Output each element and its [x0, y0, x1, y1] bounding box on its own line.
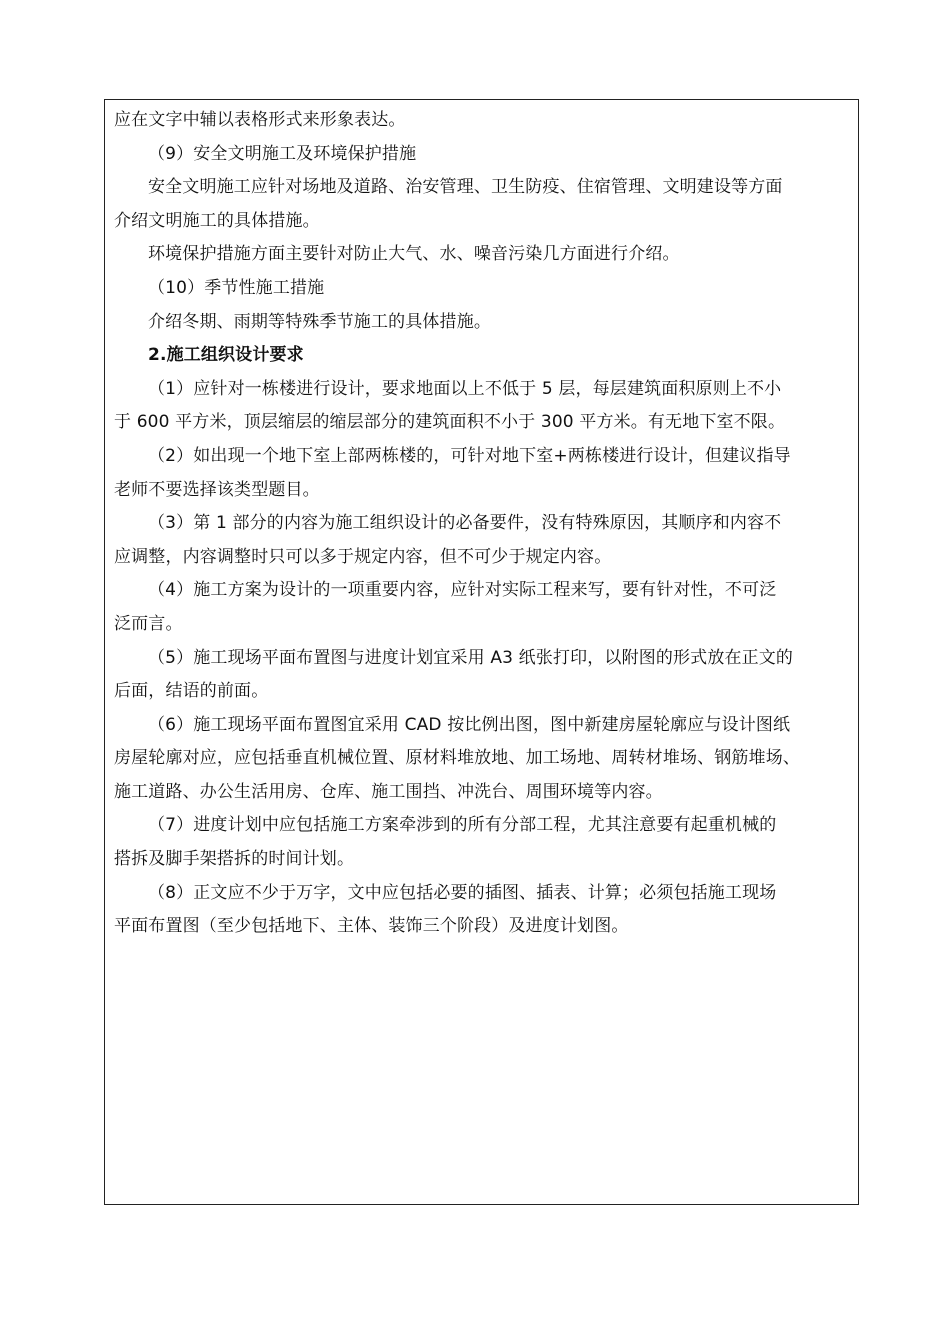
text-line: 房屋轮廓对应，应包括垂直机械位置、原材料堆放地、加工场地、周转材堆场、钢筋堆场、 [114, 748, 800, 769]
list-item: （6）施工现场平面布置图宜采用 CAD 按比例出图，图中新建房屋轮廓应与设计图纸 [148, 714, 791, 735]
text-line: 后面，结语的前面。 [114, 681, 269, 702]
section-subheading: （9）安全文明施工及环境保护措施 [148, 143, 417, 164]
list-item: （7）进度计划中应包括施工方案牵涉到的所有分部工程，尤其注意要有起重机械的 [148, 815, 777, 836]
list-item: （4）施工方案为设计的一项重要内容，应针对实际工程来写，要有针对性，不可泛 [148, 580, 777, 601]
text-line: 介绍冬期、雨期等特殊季节施工的具体措施。 [148, 311, 491, 332]
text-line: 平面布置图（至少包括地下、主体、装饰三个阶段）及进度计划图。 [114, 916, 629, 937]
text-line: 搭拆及脚手架搭拆的时间计划。 [114, 849, 355, 870]
text-line: 安全文明施工应针对场地及道路、治安管理、卫生防疫、住宿管理、文明建设等方面 [148, 177, 783, 198]
text-line: 施工道路、办公生活用房、仓库、施工围挡、冲洗台、周围环境等内容。 [114, 781, 663, 802]
text-line: 介绍文明施工的具体措施。 [114, 210, 320, 231]
list-item: （8）正文应不少于万字，文中应包括必要的插图、插表、计算；必须包括施工现场 [148, 882, 777, 903]
text-line: 于 600 平方米，顶层缩层的缩层部分的建筑面积不小于 300 平方米。有无地下室不限。 [114, 412, 786, 433]
list-item: （1）应针对一栋楼进行设计，要求地面以上不低于 5 层，每层建筑面积原则上不小 [148, 378, 782, 399]
text-line: 应在文字中辅以表格形式来形象表达。 [114, 110, 406, 130]
list-item: （3）第 1 部分的内容为施工组织设计的必备要件，没有特殊原因，其顺序和内容不 [148, 513, 782, 534]
section-subheading: （10）季节性施工措施 [148, 277, 325, 298]
document-body [114, 104, 854, 944]
text-line: 环境保护措施方面主要针对防止大气、水、噪音污染几方面进行介绍。 [148, 244, 680, 265]
list-item: （5）施工现场平面布置图与进度计划宜采用 A3 纸张打印，以附图的形式放在正文的 [148, 647, 794, 668]
document-table-cell [104, 99, 859, 1205]
list-item: （2）如出现一个地下室上部两栋楼的，可针对地下室+两栋楼进行设计，但建议指导 [148, 445, 791, 466]
section-heading: 2.施工组织设计要求 [148, 345, 304, 366]
text-line: 应调整，内容调整时只可以多于规定内容，但不可少于规定内容。 [114, 546, 612, 567]
text-line: 老师不要选择该类型题目。 [114, 479, 320, 500]
text-line: 泛而言。 [114, 613, 183, 634]
